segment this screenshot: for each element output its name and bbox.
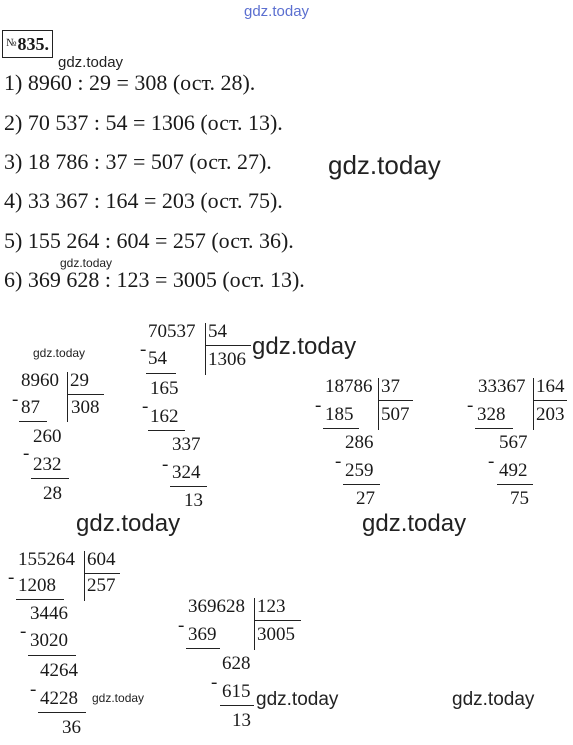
minus-sign: - <box>162 454 169 475</box>
division-bar <box>254 598 255 650</box>
quotient-line <box>205 345 251 346</box>
divisor: 604 <box>87 549 116 570</box>
minus-sign: - <box>20 621 27 642</box>
subtrahend: 162 <box>150 406 179 427</box>
quotient: 507 <box>381 404 410 425</box>
minus-sign: - <box>142 396 149 417</box>
dividend: 8960 <box>21 370 59 391</box>
watermark: gdz.today <box>60 256 113 270</box>
underline <box>475 428 513 429</box>
underline <box>220 705 254 706</box>
quotient: 308 <box>71 397 100 418</box>
minus-sign: - <box>467 395 474 416</box>
quotient: 3005 <box>257 624 295 645</box>
subtrahend: 324 <box>172 462 201 483</box>
subtrahend: 259 <box>345 460 374 481</box>
underline <box>38 712 86 713</box>
watermark: gdz.today <box>252 333 357 360</box>
divisor: 29 <box>70 370 89 391</box>
minus-sign: - <box>488 451 495 472</box>
subtrahend: 3020 <box>30 630 68 651</box>
division-bar <box>533 378 534 430</box>
divisor: 54 <box>208 321 227 342</box>
remainder: 75 <box>510 488 529 509</box>
underline <box>186 648 220 649</box>
watermark: gdz.today <box>76 510 181 537</box>
partial-dividend: 165 <box>150 378 179 399</box>
watermark: gdz.today <box>452 689 535 710</box>
watermark: gdz.today <box>256 689 339 710</box>
underline <box>146 373 176 374</box>
remainder: 13 <box>232 710 251 731</box>
equation-1: 1) 8960 : 29 = 308 (ост. 28). <box>4 70 256 95</box>
divisor: 37 <box>381 376 400 397</box>
partial-dividend: 260 <box>33 426 62 447</box>
underline <box>19 421 47 422</box>
quotient-line <box>254 620 301 621</box>
subtrahend: 615 <box>222 681 251 702</box>
dividend: 33367 <box>478 376 526 397</box>
remainder: 36 <box>62 717 81 738</box>
partial-dividend: 628 <box>222 653 251 674</box>
watermark: gdz.today <box>328 150 441 180</box>
subtrahend: 1208 <box>18 575 56 596</box>
watermark: gdz.today <box>92 691 145 705</box>
division-bar <box>205 323 206 375</box>
quotient-line <box>67 394 104 395</box>
subtrahend: 328 <box>477 404 506 425</box>
underline <box>28 655 76 656</box>
underline <box>31 478 69 479</box>
quotient-line <box>533 400 567 401</box>
divisor: 164 <box>536 376 565 397</box>
subtrahend: 369 <box>188 624 217 645</box>
equation-5: 5) 155 264 : 604 = 257 (ост. 36). <box>4 228 294 253</box>
dividend: 155264 <box>18 549 75 570</box>
equation-4: 4) 33 367 : 164 = 203 (ост. 75). <box>4 188 283 213</box>
division-bar <box>67 372 68 422</box>
equation-3: 3) 18 786 : 37 = 507 (ост. 27). <box>4 149 272 174</box>
subtrahend: 54 <box>148 348 167 369</box>
quotient: 257 <box>87 575 116 596</box>
underline <box>343 484 380 485</box>
quotient: 1306 <box>208 349 246 370</box>
subtrahend: 185 <box>325 404 354 425</box>
watermark: gdz.today <box>244 3 310 20</box>
dividend: 18786 <box>325 376 373 397</box>
equation-6: 6) 369 628 : 123 = 3005 (ост. 13). <box>4 267 305 292</box>
remainder: 28 <box>43 483 62 504</box>
subtrahend: 492 <box>499 460 528 481</box>
watermark: gdz.today <box>362 510 467 537</box>
minus-sign: - <box>30 679 37 700</box>
watermark: gdz.today <box>58 54 124 71</box>
quotient-line <box>378 400 413 401</box>
partial-dividend: 3446 <box>30 603 68 624</box>
subtrahend: 4228 <box>40 688 78 709</box>
minus-sign: - <box>140 339 147 360</box>
minus-sign: - <box>12 389 19 410</box>
dividend: 369628 <box>188 596 245 617</box>
division-bar <box>378 378 379 430</box>
partial-dividend: 337 <box>172 434 201 455</box>
minus-sign: - <box>315 395 322 416</box>
partial-dividend: 286 <box>345 432 374 453</box>
remainder: 27 <box>356 488 375 509</box>
minus-sign: - <box>8 567 15 588</box>
watermark: gdz.today <box>33 346 86 360</box>
division-bar <box>84 551 85 601</box>
remainder: 13 <box>184 490 203 511</box>
partial-dividend: 4264 <box>40 660 78 681</box>
minus-sign: - <box>178 615 185 636</box>
underline <box>148 430 185 431</box>
problem-number: №835. <box>2 30 53 58</box>
underline <box>170 486 207 487</box>
quotient-line <box>84 573 120 574</box>
quotient: 203 <box>536 404 565 425</box>
minus-sign: - <box>211 672 218 693</box>
minus-sign: - <box>23 443 30 464</box>
dividend: 70537 <box>148 321 196 342</box>
divisor: 123 <box>257 596 286 617</box>
underline <box>323 428 359 429</box>
partial-dividend: 567 <box>499 432 528 453</box>
subtrahend: 232 <box>33 454 62 475</box>
underline <box>497 484 533 485</box>
equation-2: 2) 70 537 : 54 = 1306 (ост. 13). <box>4 110 283 135</box>
minus-sign: - <box>335 451 342 472</box>
underline <box>16 599 64 600</box>
subtrahend: 87 <box>21 397 40 418</box>
